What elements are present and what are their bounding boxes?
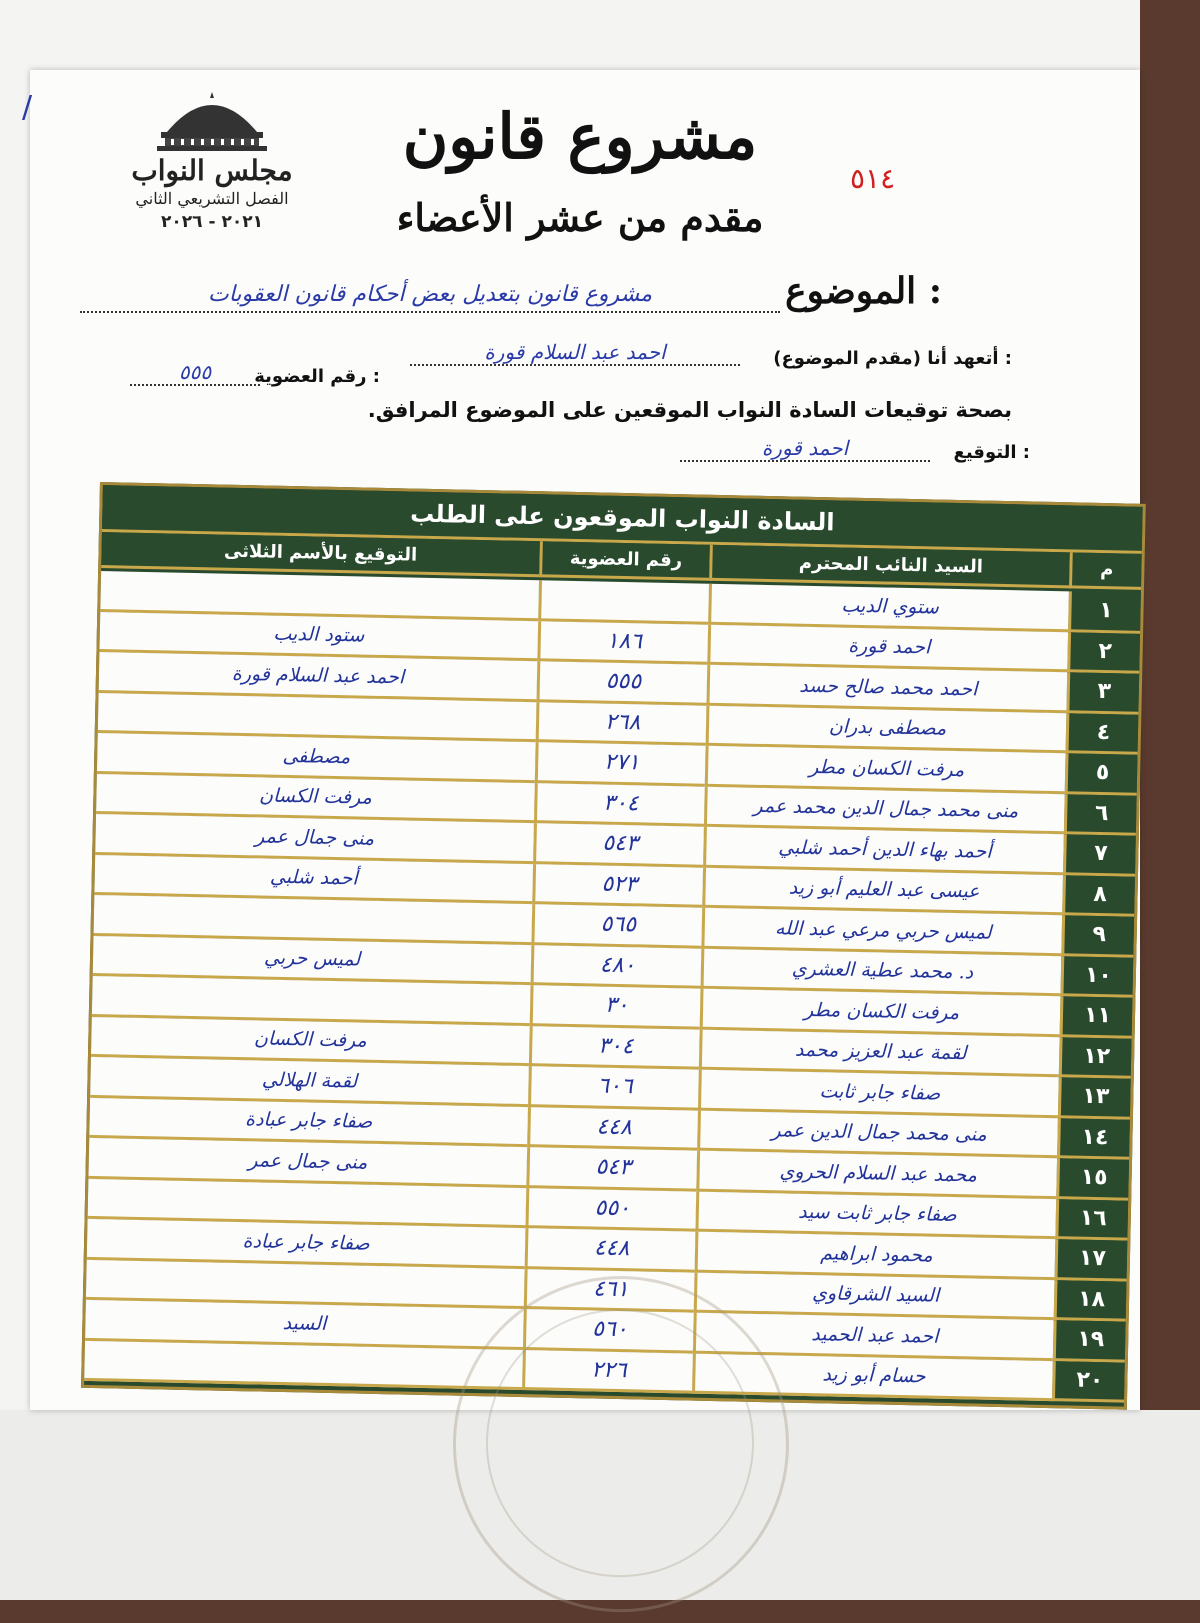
row-membership-id-text: ٤٤٨ <box>593 1235 630 1262</box>
row-membership-id <box>533 823 704 867</box>
header-sig: التوقيع بالأسم الثلاثى <box>101 532 540 577</box>
row-membership-id-text: ٢٧١ <box>603 749 640 776</box>
row-membership-id <box>535 742 706 786</box>
row-signature-text: مرفت الكسان <box>253 1027 367 1052</box>
row-membership-id <box>522 1350 693 1394</box>
logo-years: ٢٠٢١ - ٢٠٢٦ <box>161 212 263 232</box>
row-number-text: ١٩ <box>1077 1326 1105 1353</box>
row-signature-text: أحمد شلبي <box>269 865 358 890</box>
row-number <box>1060 996 1133 1038</box>
row-signature-text: لقمة الهلالي <box>261 1068 358 1093</box>
row-number <box>1056 1158 1129 1200</box>
table-title: السادة النواب الموقعون على الطلب <box>102 485 1143 554</box>
pen-mark-icon: / <box>22 90 33 125</box>
row-number-text: ١٤ <box>1081 1124 1109 1151</box>
row-member-name-text: مصطفى بدران <box>828 715 947 741</box>
row-signature-text: مرفت الكسان <box>258 784 373 810</box>
row-member-name-text: منى محمد جمال الدين عمر <box>771 1119 987 1146</box>
row-member-name-text: صفاء جابر ثابت سيد <box>797 1201 957 1227</box>
row-number-text: ١٢ <box>1083 1043 1111 1070</box>
row-number-text: ٢٠ <box>1076 1367 1104 1393</box>
row-membership-id-text: ٤٤٨ <box>596 1114 633 1141</box>
row-membership-id-text: ٥٦٠ <box>591 1316 628 1343</box>
row-signature-text: صفاء جابر عبادة <box>242 1229 370 1255</box>
row-membership-id <box>528 1066 699 1110</box>
row-membership-id-text: ٣٠٤ <box>597 1033 634 1060</box>
row-membership-id <box>530 985 701 1029</box>
row-membership-id <box>529 1026 700 1070</box>
row-membership-id-text: ٥٤٣ <box>595 1154 632 1181</box>
row-membership-id <box>525 1228 696 1272</box>
row-membership-id <box>536 661 707 705</box>
row-number-text: ١٧ <box>1078 1245 1107 1272</box>
row-number <box>1058 1077 1131 1119</box>
header-name: السيد النائب المحترم <box>709 545 1070 589</box>
membership-value: ٥٥٥ <box>130 360 260 386</box>
document-subtitle: مقدم من عشر الأعضاء <box>396 195 764 240</box>
row-member-name-text: عيسى عبد العليم أبو زيد <box>788 876 980 903</box>
header-id: رقم العضوية <box>539 541 710 581</box>
row-number-text: ٤ <box>1096 719 1111 745</box>
row-membership-id-text: ٣٠ <box>604 992 629 1019</box>
signatories-table <box>81 482 1146 1410</box>
row-membership-id <box>537 621 708 665</box>
row-member-name-text: احمد عبد الحميد <box>811 1322 939 1348</box>
row-number-text: ١٥ <box>1080 1164 1108 1191</box>
row-number <box>1061 915 1134 957</box>
row-number-text: ١٠ <box>1084 962 1113 989</box>
document-page <box>22 70 1140 1410</box>
row-member-name-text: لميس حربي مرعي عبد الله <box>774 916 992 944</box>
pledge-label: أتعهد أنا (مقدم الموضوع) : <box>773 348 1012 369</box>
row-member-name-text: احمد محمد صالح حسد <box>799 674 978 701</box>
row-number-text: ٢ <box>1098 638 1113 664</box>
row-membership-id-text: ٥٤٣ <box>602 830 639 857</box>
parliament-logo <box>112 88 312 232</box>
row-number-text: ١٦ <box>1079 1205 1107 1231</box>
row-number <box>1066 713 1139 755</box>
row-number-text: ٥ <box>1095 760 1110 786</box>
certify-text: بصحة توقيعات السادة النواب الموقعين على الموضوع المرافق. <box>367 398 1012 422</box>
row-member-name-text: منى محمد جمال الدين محمد عمر <box>753 795 1019 823</box>
row-membership-id <box>536 702 707 746</box>
row-membership-id <box>534 783 705 827</box>
row-number-text: ١ <box>1099 598 1114 624</box>
row-number <box>1063 834 1136 876</box>
dome-icon <box>147 88 277 152</box>
row-membership-id <box>531 904 702 948</box>
row-membership-id <box>526 1147 697 1191</box>
row-number-text: ٣ <box>1097 679 1112 705</box>
row-number <box>1062 875 1135 917</box>
row-number-text: ١٨ <box>1077 1286 1106 1312</box>
row-signature-text: ستود الديب <box>273 622 365 647</box>
row-signature <box>84 1340 523 1390</box>
row-membership-id <box>523 1309 694 1353</box>
row-number <box>1055 1239 1128 1281</box>
row-membership-id-text: ٥٥٠ <box>594 1195 631 1222</box>
row-membership-id-text: ٤٨٠ <box>599 952 636 979</box>
row-number <box>1055 1199 1128 1241</box>
row-number-text: ٩ <box>1092 922 1107 948</box>
row-membership-id-text: ٤٦١ <box>592 1276 629 1302</box>
row-membership-id-text: ٢٢٦ <box>591 1357 628 1383</box>
signature-label: التوقيع : <box>953 442 1030 463</box>
row-member-name-text: السيد الشرقاوي <box>811 1282 940 1308</box>
row-membership-id <box>525 1188 696 1232</box>
row-signature-text: منى جمال عمر <box>248 1149 368 1174</box>
row-member-name-text: مرفت الكسان مطر <box>808 755 965 781</box>
row-membership-id <box>538 580 709 624</box>
row-number <box>1054 1280 1127 1322</box>
membership-label: رقم العضوية : <box>254 366 380 387</box>
logo-name: مجلس النواب <box>131 154 293 187</box>
row-number <box>1059 1037 1132 1079</box>
row-signature-text: مصطفى <box>282 744 351 769</box>
row-member-name-text: مرفت الكسان مطر <box>803 998 960 1024</box>
row-number <box>1066 672 1139 714</box>
row-number <box>1067 632 1140 674</box>
row-number-text: ٨ <box>1093 881 1108 907</box>
row-membership-id <box>524 1269 695 1313</box>
row-number <box>1068 591 1141 633</box>
subject-label: الموضوع : <box>785 270 942 312</box>
row-membership-id-text: ٣٠٤ <box>602 790 639 817</box>
row-member-name-text: محمود ابراهيم <box>820 1242 933 1267</box>
row-member-name-text: لقمة عبد العزيز محمد <box>794 1038 967 1065</box>
row-number-text: ٧ <box>1093 841 1108 867</box>
row-signature-text: صفاء جابر عبادة <box>244 1108 373 1134</box>
row-number-text: ١١ <box>1083 1002 1112 1029</box>
logo-term: الفصل التشريعي الثاني <box>135 189 289 208</box>
row-member-name <box>692 1353 1053 1401</box>
row-member-name-text: حسام أبو زيد <box>822 1363 926 1388</box>
row-number-text: ٦ <box>1094 800 1109 826</box>
row-number <box>1065 753 1138 795</box>
row-membership-id <box>532 864 703 908</box>
document-number: ٥١٤ <box>850 162 896 195</box>
row-member-name-text: محمد عبد السلام الحروي <box>779 1160 978 1187</box>
row-member-name-text: احمد قورة <box>847 634 931 659</box>
row-signature-text: منى جمال عمر <box>254 825 375 850</box>
row-number <box>1064 794 1137 836</box>
row-membership-id-text: ٥٥٥ <box>605 668 642 695</box>
row-number <box>1057 1118 1130 1160</box>
row-membership-id-text: ١٨٦ <box>606 628 643 655</box>
row-number-text: ١٣ <box>1082 1083 1110 1110</box>
pledge-value: احمد عبد السلام قورة <box>410 340 740 366</box>
row-membership-id-text: ٦٠٦ <box>596 1073 633 1100</box>
row-member-name-text: أحمد بهاء الدين أحمد شلبي <box>778 836 992 863</box>
row-membership-id-text: ٥٦٥ <box>600 911 637 938</box>
header-num: م <box>1069 552 1142 590</box>
row-number <box>1053 1320 1126 1362</box>
table-surface <box>0 1410 1200 1600</box>
row-member-name-text: ستوي الديب <box>841 594 939 619</box>
row-member-name-text: د. محمد عطية العشري <box>791 957 974 984</box>
row-signature-text: احمد عبد السلام قورة <box>231 662 405 689</box>
row-signature-text: السيد <box>282 1311 327 1335</box>
row-membership-id <box>531 945 702 989</box>
row-membership-id <box>527 1107 698 1151</box>
row-membership-id-text: ٢٦٨ <box>604 709 641 736</box>
row-membership-id-text: ٥٢٣ <box>601 871 638 898</box>
row-member-name-text: صفاء جابر ثابت <box>819 1079 941 1105</box>
document-title: مشروع قانون <box>402 100 758 173</box>
row-number <box>1052 1361 1125 1403</box>
signature-value: احمد قورة <box>680 436 930 462</box>
row-number <box>1060 956 1133 998</box>
row-signature-text: لميس حربي <box>263 946 361 971</box>
subject-value: مشروع قانون بتعديل بعض أحكام قانون العقوبات <box>80 282 780 313</box>
